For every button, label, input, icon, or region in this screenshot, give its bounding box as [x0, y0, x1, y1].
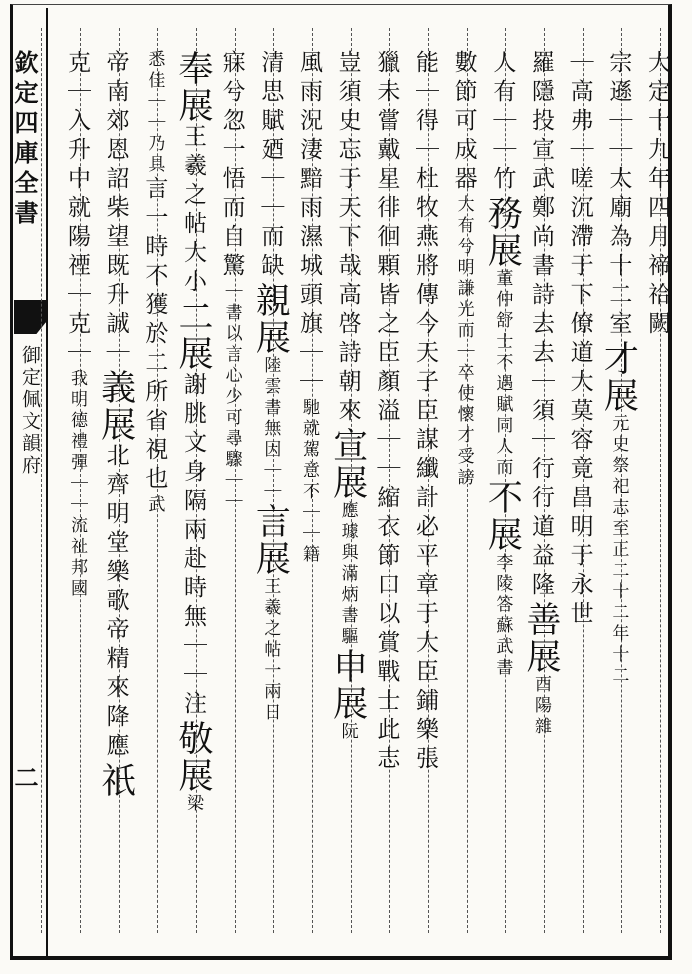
body-text: 數節可成器	[450, 50, 477, 195]
body-text: 克｜入升中就陽禋｜克｜	[64, 50, 90, 369]
body-text: 獵未嘗戴星徘徊顆皆之臣顏溢｜｜縮衣節口以賞戰士此志	[373, 50, 400, 775]
annotation-text: 梁	[183, 794, 203, 815]
text-column	[640, 50, 674, 930]
entry-heading: 務展	[482, 195, 523, 269]
text-column	[292, 50, 326, 930]
annotation-text: 董仲舒士不遇賦同人而	[492, 269, 513, 479]
entry-heading: 奉展	[173, 50, 213, 124]
body-text: 宗遜｜｜太廟為十二室	[605, 50, 632, 340]
entry-heading: 二展	[173, 298, 213, 372]
annotation-text: 悉佳｜｜乃具	[144, 50, 165, 176]
text-column	[215, 50, 249, 930]
text-column	[369, 50, 403, 930]
text-column	[173, 50, 213, 930]
text-column	[137, 50, 171, 930]
body-text: 帝南郊恩詔柴望既升誠｜	[102, 50, 129, 369]
body-text: 清思賦廼｜｜而缺	[257, 50, 284, 282]
body-text: 謝朓文身隔兩赴時無｜｜注	[180, 372, 206, 720]
page-number: 二	[10, 765, 39, 789]
text-column	[250, 50, 291, 930]
body-text: 王羲之帖大小	[180, 124, 206, 298]
text-column	[60, 50, 94, 930]
column-rule	[41, 28, 42, 933]
text-column	[95, 50, 136, 930]
annotation-text: 元史祭祀志至正二十二年十二	[608, 414, 629, 687]
text-column	[598, 50, 639, 930]
body-text: 寐兮忽一悟而自驚	[218, 50, 245, 282]
annotation-text: 大有兮明謙光而｜	[453, 195, 474, 363]
body-text: 能｜得｜杜牧燕將傳今天子臣謀纖計必平章于大臣鋪樂張	[412, 50, 438, 775]
annotation-text: 馳就駕意不｜｜	[299, 398, 319, 545]
entry-heading: 敬展	[173, 720, 213, 794]
entry-heading: 善展	[521, 601, 561, 675]
annotation-text: 王羲之帖一兩日	[260, 577, 281, 724]
body-text: 言一時不獲於二所省視也	[141, 176, 168, 495]
annotation-text: 卒使懷才受謗	[453, 363, 474, 489]
body-text: 風雨況淒黯雨濕城頭旗｜｜	[296, 50, 322, 398]
annotation-text: 武	[144, 495, 165, 516]
annotation-text: 我明德禮彈｜｜流祉邦國	[67, 369, 87, 600]
text-column	[563, 50, 597, 930]
annotation-text: 應璩與滿炳書驅	[337, 501, 358, 648]
text-column	[408, 50, 442, 930]
body-text: 人有｜｜竹	[489, 50, 516, 195]
annotation-text: 阮	[337, 722, 358, 743]
text-column	[521, 50, 561, 930]
text-column	[447, 50, 481, 930]
body-text: 豈須史忘于天下哉高啓詩朝來	[334, 50, 361, 427]
entry-heading: 祇	[95, 762, 136, 799]
body-text: 北齊明堂樂歌帝精來降應	[102, 443, 129, 762]
entry-heading: 宣展	[327, 427, 368, 501]
entry-heading: 申展	[327, 648, 368, 722]
annotation-text: 少可尋驟｜｜	[221, 387, 242, 513]
annotation-text: ｜書以言心	[221, 282, 242, 387]
entry-heading: 言展	[250, 503, 291, 577]
body-text: 羅隱投宣武鄭尚書詩去去｜須｜行行道益隆	[528, 50, 554, 601]
entry-heading: 義展	[95, 369, 136, 443]
text-column	[482, 50, 523, 930]
entry-heading: 親展	[250, 282, 291, 356]
book-title: 欽定四庫全書	[10, 50, 39, 230]
text-column	[327, 50, 368, 930]
entry-heading: 才展	[598, 340, 639, 414]
body-text: ｜高弗｜嗟沉滯于下僚道大莫容竟昌明于永世	[566, 50, 593, 630]
annotation-text: 李陵答蘇武書	[492, 553, 513, 679]
annotation-text: 籍	[299, 545, 319, 566]
section-title: 御定佩文韻府	[19, 345, 41, 477]
annotation-text: 陸雲書無因｜｜	[260, 356, 281, 503]
annotation-text: 酉陽雜	[531, 675, 551, 738]
entry-heading: 不展	[482, 479, 523, 553]
body-text: 大定十九年四月禘祫闕	[644, 50, 670, 340]
